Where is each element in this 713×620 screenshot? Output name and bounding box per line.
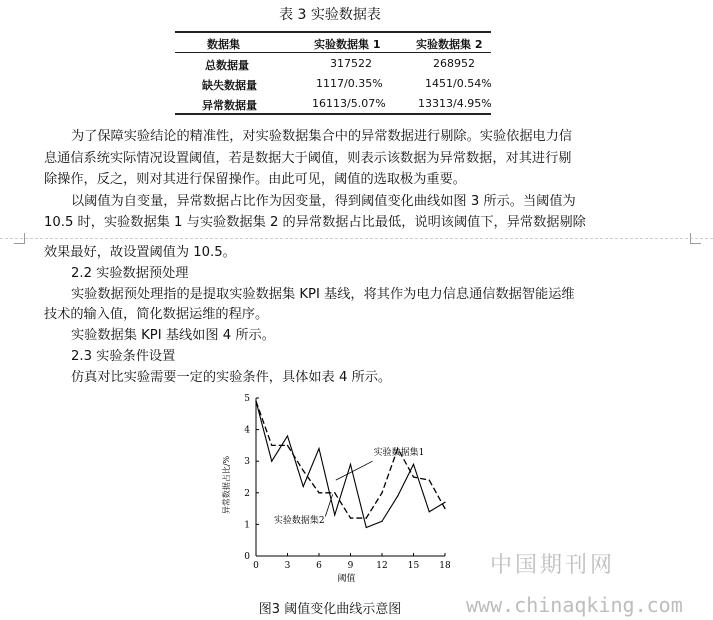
x-tick-label: 6 [316,561,322,571]
x-tick-label: 12 [376,561,388,571]
y-tick-label: 1 [244,520,250,531]
table-top-rule [175,31,491,33]
y-tick-label: 4 [244,425,250,436]
y-tick-label: 0 [244,552,250,562]
y-axis-label: 异常数据占比/% [222,455,231,515]
paragraph-line: 10.5 时，实验数据集 1 与实验数据集 2 的异常数据占比最低，说明该阈值下，异常数据剔除 [44,215,586,230]
series-2-point [287,445,288,446]
series-1-point [413,464,414,465]
paragraph-line: 实验数据预处理指的是提取实验数据集 KPI 基线，将其作为电力信息通信数据智能运维 [71,287,575,302]
table-title: 表 3 实验数据表 [279,7,381,23]
page-break-line [0,238,713,239]
series-1-point [397,495,398,496]
series-label-2: 实验数据集2 [273,515,325,526]
series-1-point [334,514,335,515]
series-line-2 [256,401,445,518]
series-1-point [381,521,382,522]
x-tick-label: 3 [284,561,291,571]
watermark-cn: 中国期刊网 [490,553,616,578]
series-1-point [271,461,272,462]
table-row-label: 缺失数据量 [202,79,257,92]
threshold-line-chart [210,386,470,586]
series-2-point [381,492,382,493]
series-2-point [429,480,430,481]
table-row-label: 异常数据量 [202,99,257,112]
series-2-point [366,517,367,518]
series-2-point [318,492,319,493]
series-2-point [334,492,335,493]
table-cell: 268952 [433,57,475,70]
paragraph-line: 息通信系统实际情况设置阈值，若是数据大于阈值，则表示该数据为异常数据，对其进行剔 [44,151,572,166]
x-tick-label: 15 [407,561,420,571]
series-1-point [429,511,430,512]
series-1-point [444,502,445,503]
series-label-2-leader [325,494,332,516]
x-tick-label: 9 [347,561,354,571]
series-1-point [303,486,304,487]
watermark-url: www.chinaqking.com [466,593,683,617]
paragraph-line: 为了保障实验结论的精准性，对实验数据集合中的异常数据进行剔除。实验依据电力信 [71,129,573,144]
table-header-set1: 实验数据集 1 [314,38,381,51]
series-2-point [350,517,351,518]
table-cell: 1117/0.35% [316,77,383,90]
series-2-point [413,476,414,477]
paragraph-line: 仿真对比实验需要一定的实验条件，具体如表 4 所示。 [71,370,392,385]
paragraph-line: 实验数据集 KPI 基线如图 4 所示。 [71,328,275,343]
y-tick-label: 2 [244,488,250,499]
x-axis-label: 阈值 [337,574,356,584]
table-bottom-rule [175,113,491,115]
paragraph-line: 以阈值为自变量，异常数据占比作为因变量，得到阈值变化曲线如图 3 所示。当阈值为 [71,194,576,209]
series-2-point [271,445,272,446]
x-tick-label: 0 [253,561,259,571]
y-tick-label: 5 [244,394,250,404]
series-2-point [255,401,256,402]
paragraph-line: 技术的输入值，简化数据运维的程序。 [44,307,269,322]
table-row-label: 总数据量 [205,59,249,72]
series-2-point [303,470,304,471]
series-1-point [318,448,319,449]
page-corner-mark [690,233,701,244]
section-heading: 2.3 实验条件设置 [71,349,176,364]
table-header-set2: 实验数据集 2 [416,38,483,51]
series-1-point [287,435,288,436]
series-2-point [444,508,445,509]
series-label-1: 实验数据集1 [373,447,425,458]
table-cell: 13313/4.95% [418,97,492,110]
x-tick-label: 18 [439,561,451,571]
figure-caption: 图3 阈值变化曲线示意图 [258,602,402,617]
page-corner-mark [14,233,25,244]
section-heading: 2.2 实验数据预处理 [71,266,189,281]
series-1-point [366,527,367,528]
table-cell: 16113/5.07% [312,97,386,110]
paragraph-line: 效果最好，故设置阈值为 10.5。 [44,245,236,260]
paragraph-line: 除操作，反之，则对其进行保留操作。由此可见，阈值的选取极为重要。 [44,172,466,187]
table-header-dataset: 数据集 [207,38,240,51]
table-cell: 317522 [330,57,372,70]
table-cell: 1451/0.54% [425,77,492,90]
table-header-rule [175,52,491,53]
y-tick-label: 3 [244,457,250,468]
series-1-point [350,464,351,465]
